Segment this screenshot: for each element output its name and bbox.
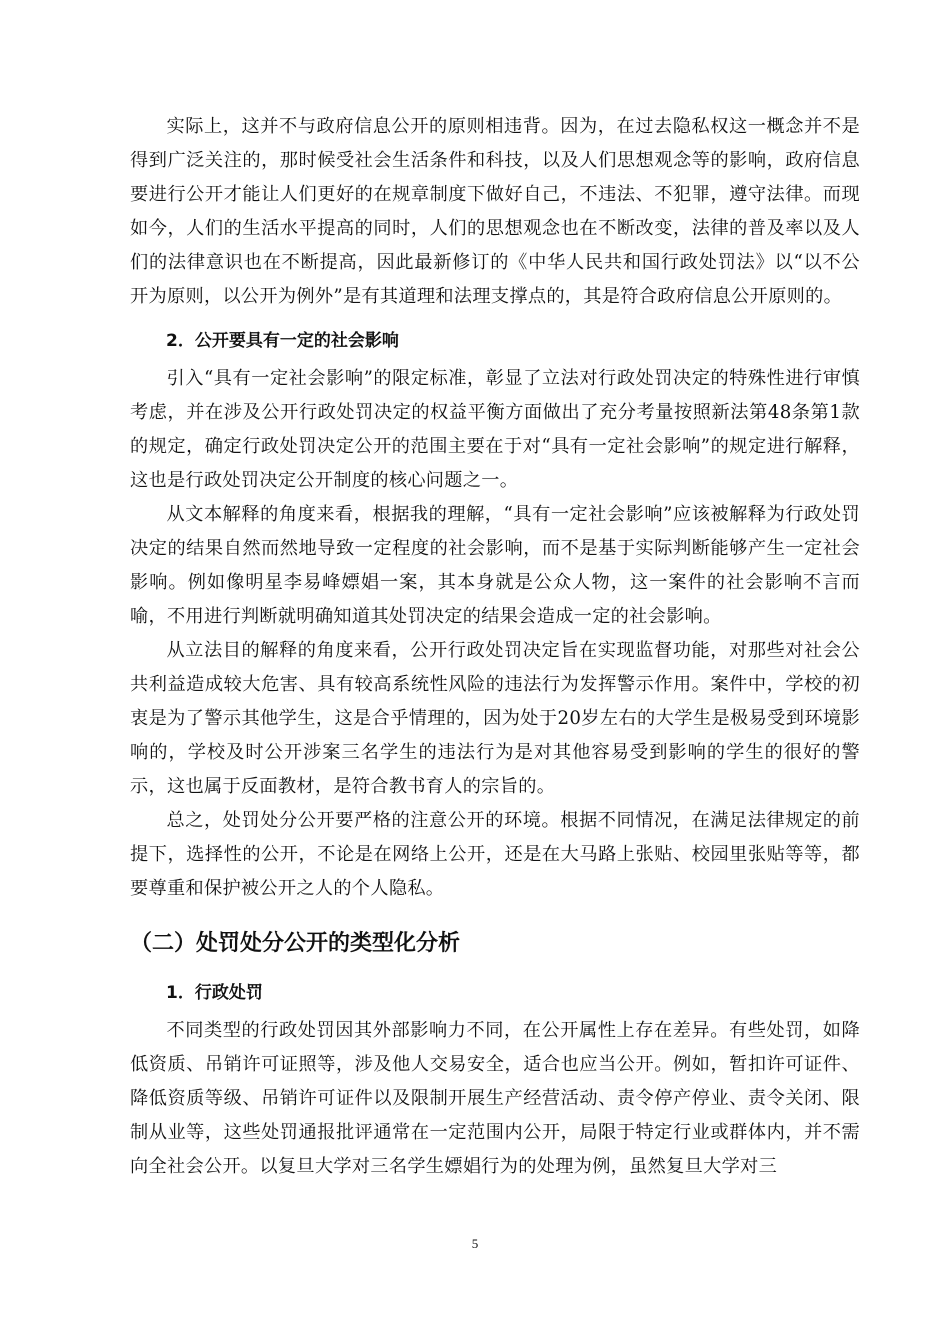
page-body — [130, 110, 860, 1184]
body-paragraph: 从立法目的解释的角度来看，公开行政处罚决定旨在实现监督功能，对那些对社会公共利益造成较大危害、具有较高系统性风险的违法行为发挥警示作用。案件中，学校的初衷是为了警示其他学生，这是合乎情理的，因为处于20岁左右的大学生是极易受到环境影响的，学校及时公开涉案三名学生的违法行为是对其他容易受到影响的学生的很好的警示，这也属于反面教材，是符合教书育人的宗旨的。 — [130, 640, 860, 797]
section-heading-2: 1．行政处罚 — [166, 983, 263, 1003]
body-paragraph: 实际上，这并不与政府信息公开的原则相违背。因为，在过去隐私权这一概念并不是得到广泛关注的，那时候受社会生活条件和科技，以及人们思想观念等的影响，政府信息要进行公开才能让人们更好的在规章制度下做好自己，不违法、不犯罪，遵守法律。而现如今，人们的生活水平提高的同时，人们的思想观念也在不断改变，法律的普及率以及人们的法律意识也在不断提高，因此最新修订的《中华人民共和国行政处罚法》以“以不公开为原则，以公开为例外”是有其道理和法理支撑点的，其是符合政府信息公开原则的。 — [130, 116, 860, 307]
body-paragraph: 引入“具有一定社会影响”的限定标准，彰显了立法对行政处罚决定的特殊性进行审慎考虑，并在涉及公开行政处罚决定的权益平衡方面做出了充分考量按照新法第48条第1款的规定，确定行政处罚决定公开的范围主要在于对“具有一定社会影响”的规定进行解释，这也是行政处罚决定公开制度的核心问题之一。 — [130, 368, 860, 491]
body-paragraph: 从文本解释的角度来看，根据我的理解，“具有一定社会影响”应该被解释为行政处罚决定的结果自然而然地导致一定程度的社会影响，而不是基于实际判断能够产生一定社会影响。例如像明星李易峰嫖娼一案，其本身就是公众人物，这一案件的社会影响不言而喻，不用进行判断就明确知道其处罚决定的结果会造成一定的社会影响。 — [130, 504, 860, 627]
section-heading-2: 2．公开要具有一定的社会影响 — [166, 331, 399, 351]
section-heading-1: （二）处罚处分公开的类型化分析 — [130, 931, 461, 956]
page-number: 5 — [471, 1236, 479, 1251]
body-paragraph: 总之，处罚处分公开要严格的注意公开的环境。根据不同情况，在满足法律规定的前提下，选择性的公开，不论是在网络上公开，还是在大马路上张贴、校园里张贴等等，都要尊重和保护被公开之人的个人隐私。 — [130, 810, 860, 899]
body-paragraph: 不同类型的行政处罚因其外部影响力不同，在公开属性上存在差异。有些处罚，如降低资质、吊销许可证照等，涉及他人交易安全，适合也应当公开。例如，暂扣许可证件、降低资质等级、吊销许可证件以及限制开展生产经营活动、责令停产停业、责令关闭、限制从业等，这些处罚通报批评通常在一定范围内公开，局限于特定行业或群体内，并不需向全社会公开。以复旦大学对三名学生嫖娼行为的处理为例，虽然复旦大学对三 — [130, 1020, 860, 1177]
